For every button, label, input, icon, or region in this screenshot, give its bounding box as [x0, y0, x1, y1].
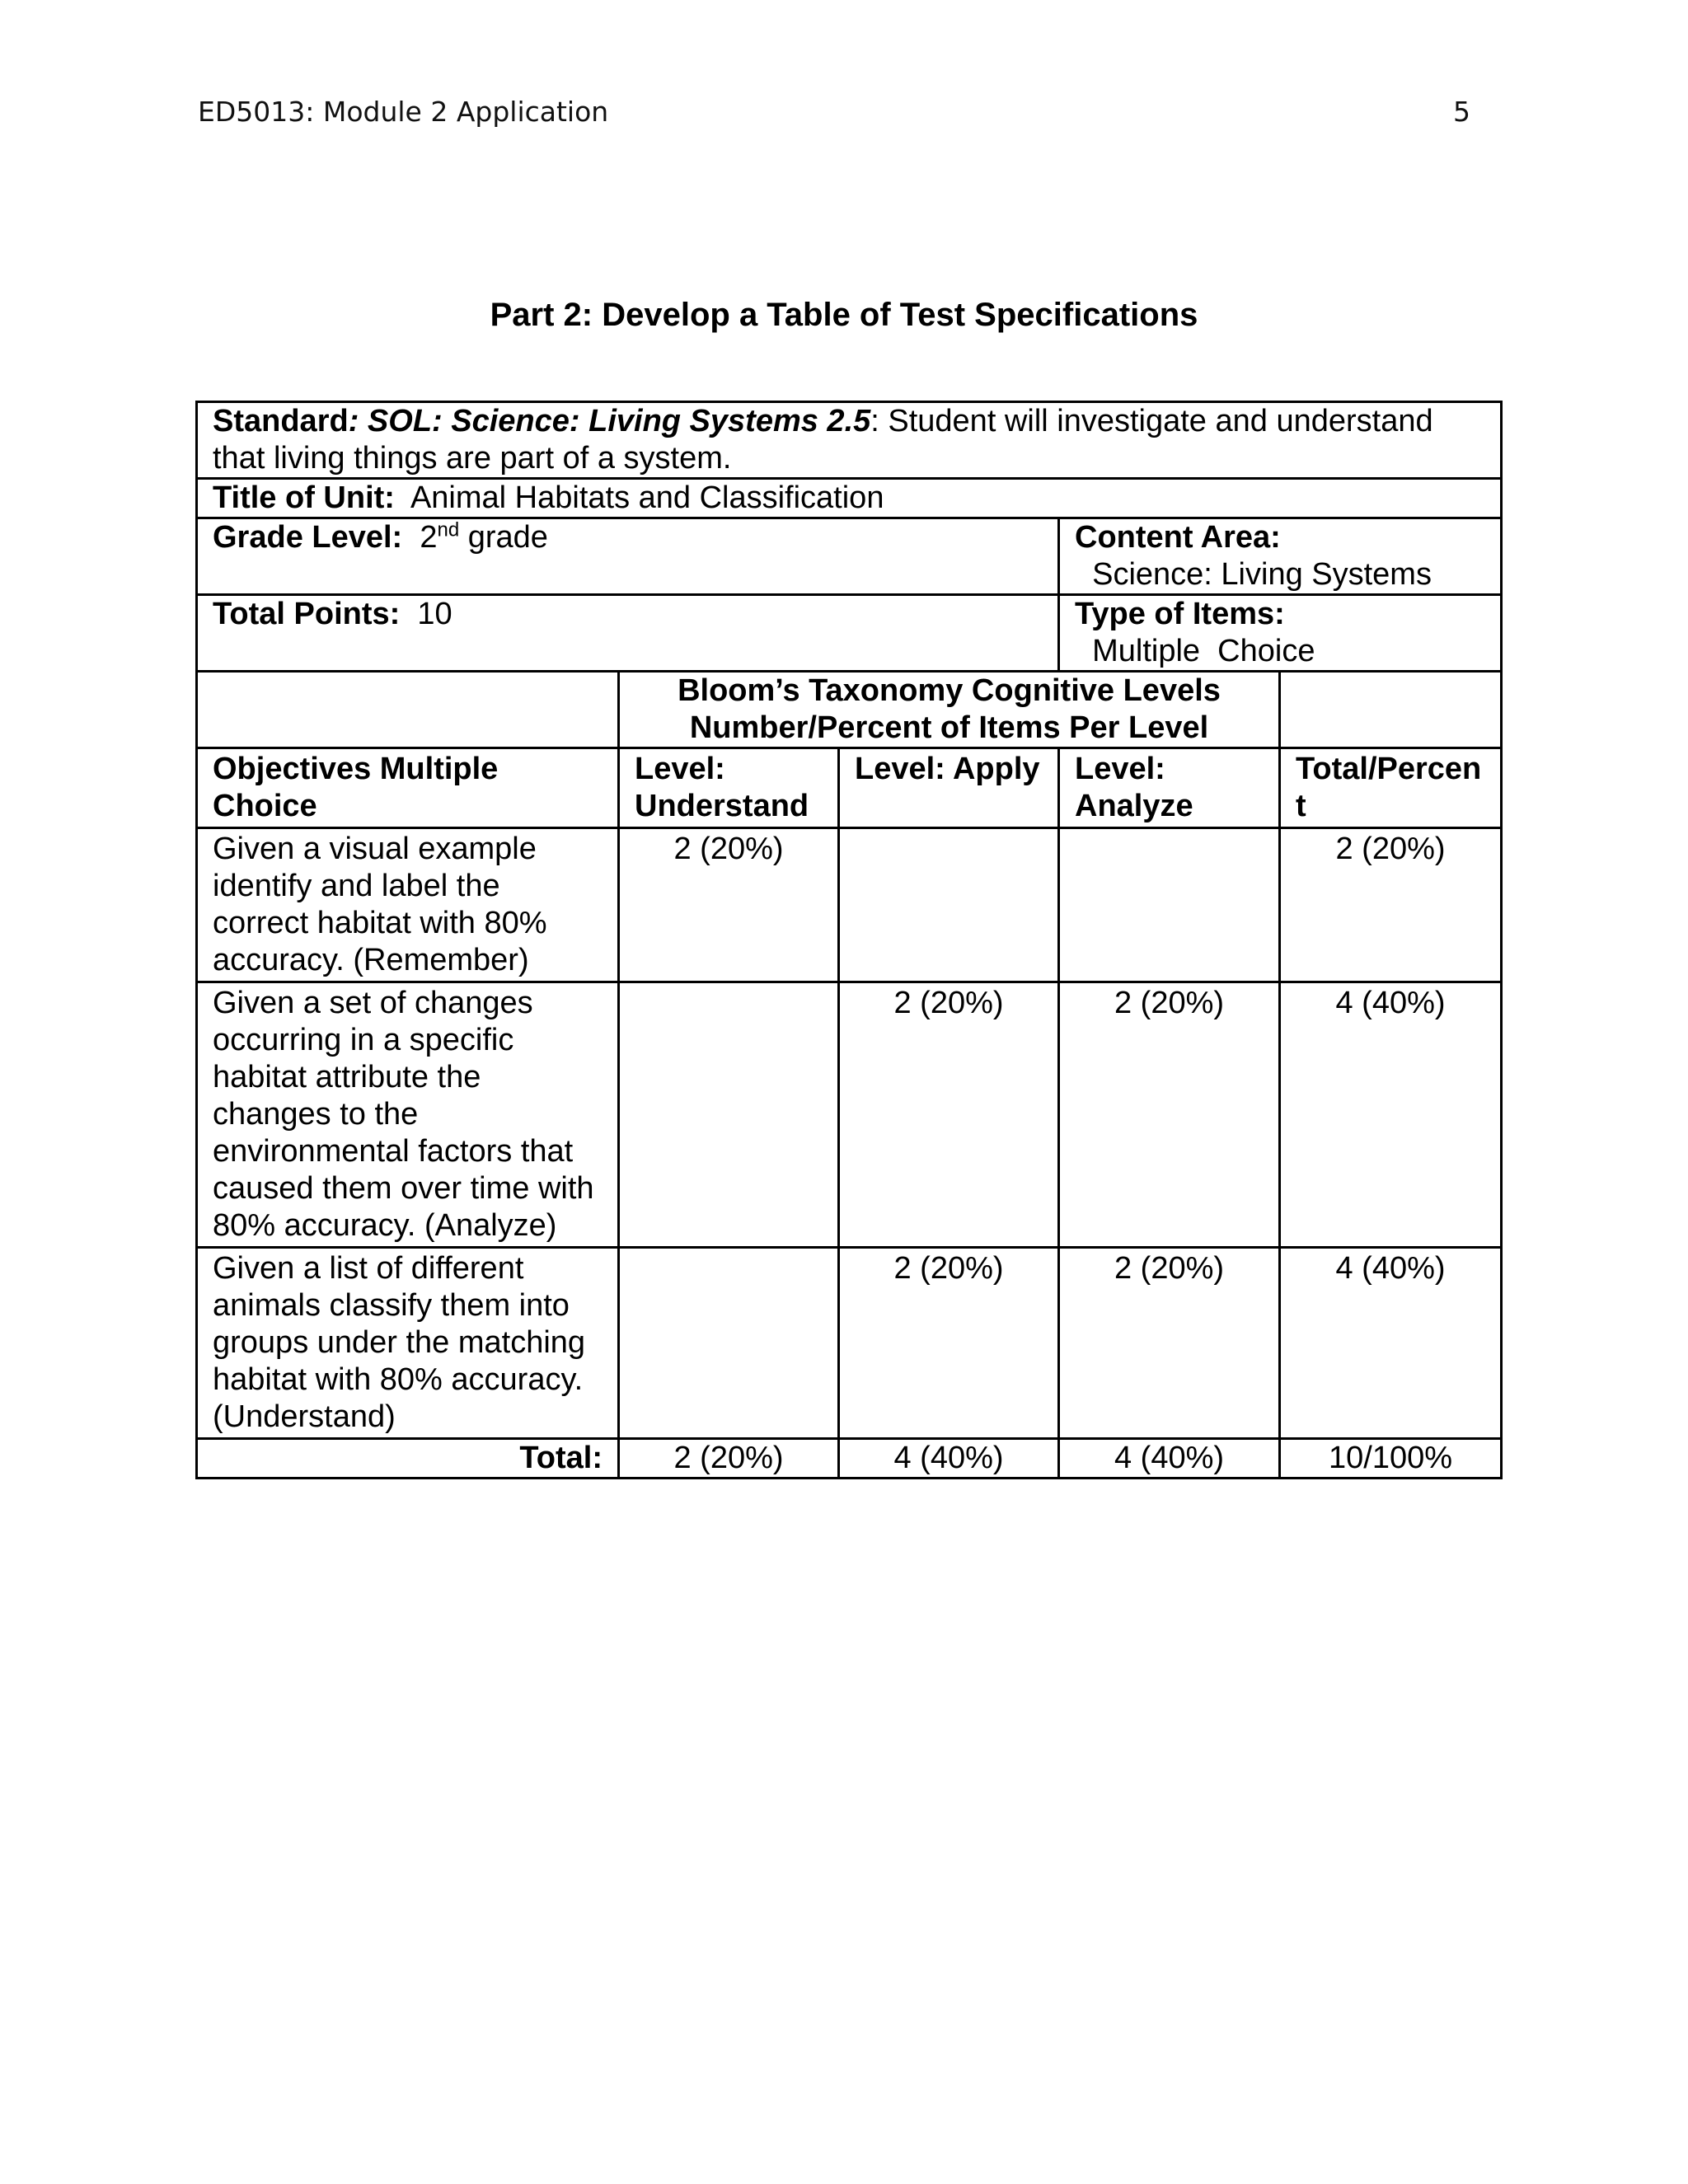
- analyze-cell: [1059, 828, 1280, 982]
- totals-total: 10/100%: [1280, 1439, 1502, 1479]
- unit-label: Title of Unit:: [213, 480, 395, 515]
- grade-label: Grade Level:: [213, 520, 403, 555]
- totals-understand: 2 (20%): [619, 1439, 839, 1479]
- understand-cell: [619, 982, 839, 1248]
- type-of-items-label: Type of Items:: [1075, 597, 1285, 631]
- total-cell: 4 (40%): [1280, 1248, 1502, 1439]
- table-row: [197, 828, 1502, 982]
- bloom-blank-right: [1280, 672, 1502, 748]
- standard-label: Standard: [213, 404, 349, 438]
- bloom-header-line1: Bloom’s Taxonomy Cognitive Levels: [678, 673, 1221, 708]
- bloom-header-cell: [619, 672, 1280, 748]
- standard-text: : Student will investigate and understand that living things are part of a system.: [213, 404, 1433, 476]
- analyze-cell: 2 (20%): [1059, 982, 1280, 1248]
- bloom-header-row: [197, 672, 1502, 748]
- standard-cell: [197, 402, 1502, 479]
- bloom-blank-left: [197, 672, 619, 748]
- total-points-value: 10: [400, 597, 452, 631]
- grade-cell: [197, 518, 1059, 595]
- standard-row: [197, 402, 1502, 479]
- apply-cell: [839, 828, 1059, 982]
- standard-sol: SOL: Science: Living Systems 2.5: [359, 404, 871, 438]
- column-header-row: [197, 748, 1502, 828]
- bloom-header-line2: Number/Percent of Items Per Level: [689, 710, 1209, 745]
- apply-cell: 2 (20%): [839, 982, 1059, 1248]
- table-row: [197, 1248, 1502, 1439]
- col-total: Total/Percent: [1280, 748, 1502, 828]
- unit-row: [197, 479, 1502, 518]
- type-of-items-value: Multiple Choice: [1075, 634, 1315, 668]
- grade-value-sup: nd: [437, 518, 460, 541]
- understand-cell: 2 (20%): [619, 828, 839, 982]
- col-analyze: Level: Analyze: [1059, 748, 1280, 828]
- content-area-value: Science: Living Systems: [1075, 557, 1432, 592]
- total-cell: 4 (40%): [1280, 982, 1502, 1248]
- objective-cell: Given a visual example identify and label the correct habitat with 80% accuracy. (Remember): [197, 828, 619, 982]
- understand-cell: [619, 1248, 839, 1439]
- totals-apply: 4 (40%): [839, 1439, 1059, 1479]
- unit-cell: [197, 479, 1502, 518]
- objective-cell: Given a set of changes occurring in a specific habitat attribute the changes to the environmental factors that caused them over time with 80% accuracy. (Analyze): [197, 982, 619, 1248]
- page-number: 5: [1453, 96, 1470, 128]
- apply-cell: 2 (20%): [839, 1248, 1059, 1439]
- grade-value-rest: grade: [459, 520, 548, 555]
- running-header: ED5013: Module 2 Application: [198, 96, 609, 128]
- objective-cell: Given a list of different animals classify them into groups under the matching habitat with 80% accuracy. (Understand): [197, 1248, 619, 1439]
- col-objectives: Objectives Multiple Choice: [197, 748, 619, 828]
- col-understand: Level: Understand: [619, 748, 839, 828]
- unit-value: Animal Habitats and Classification: [394, 480, 884, 515]
- page-title: Part 2: Develop a Table of Test Specifications: [490, 297, 1198, 333]
- grade-content-row: [197, 518, 1502, 595]
- grade-value-num: 2: [402, 520, 438, 555]
- type-of-items-cell: [1059, 595, 1502, 672]
- totals-row: [197, 1439, 1502, 1479]
- content-area-label: Content Area:: [1075, 520, 1281, 555]
- test-specification-table: [195, 401, 1503, 1479]
- col-apply: Level: Apply: [839, 748, 1059, 828]
- table-row: [197, 982, 1502, 1248]
- totals-label: Total:: [197, 1439, 619, 1479]
- standard-colon: :: [348, 404, 359, 438]
- total-points-cell: [197, 595, 1059, 672]
- analyze-cell: 2 (20%): [1059, 1248, 1280, 1439]
- points-type-row: [197, 595, 1502, 672]
- content-area-cell: [1059, 518, 1502, 595]
- totals-analyze: 4 (40%): [1059, 1439, 1280, 1479]
- total-cell: 2 (20%): [1280, 828, 1502, 982]
- total-points-label: Total Points:: [213, 597, 401, 631]
